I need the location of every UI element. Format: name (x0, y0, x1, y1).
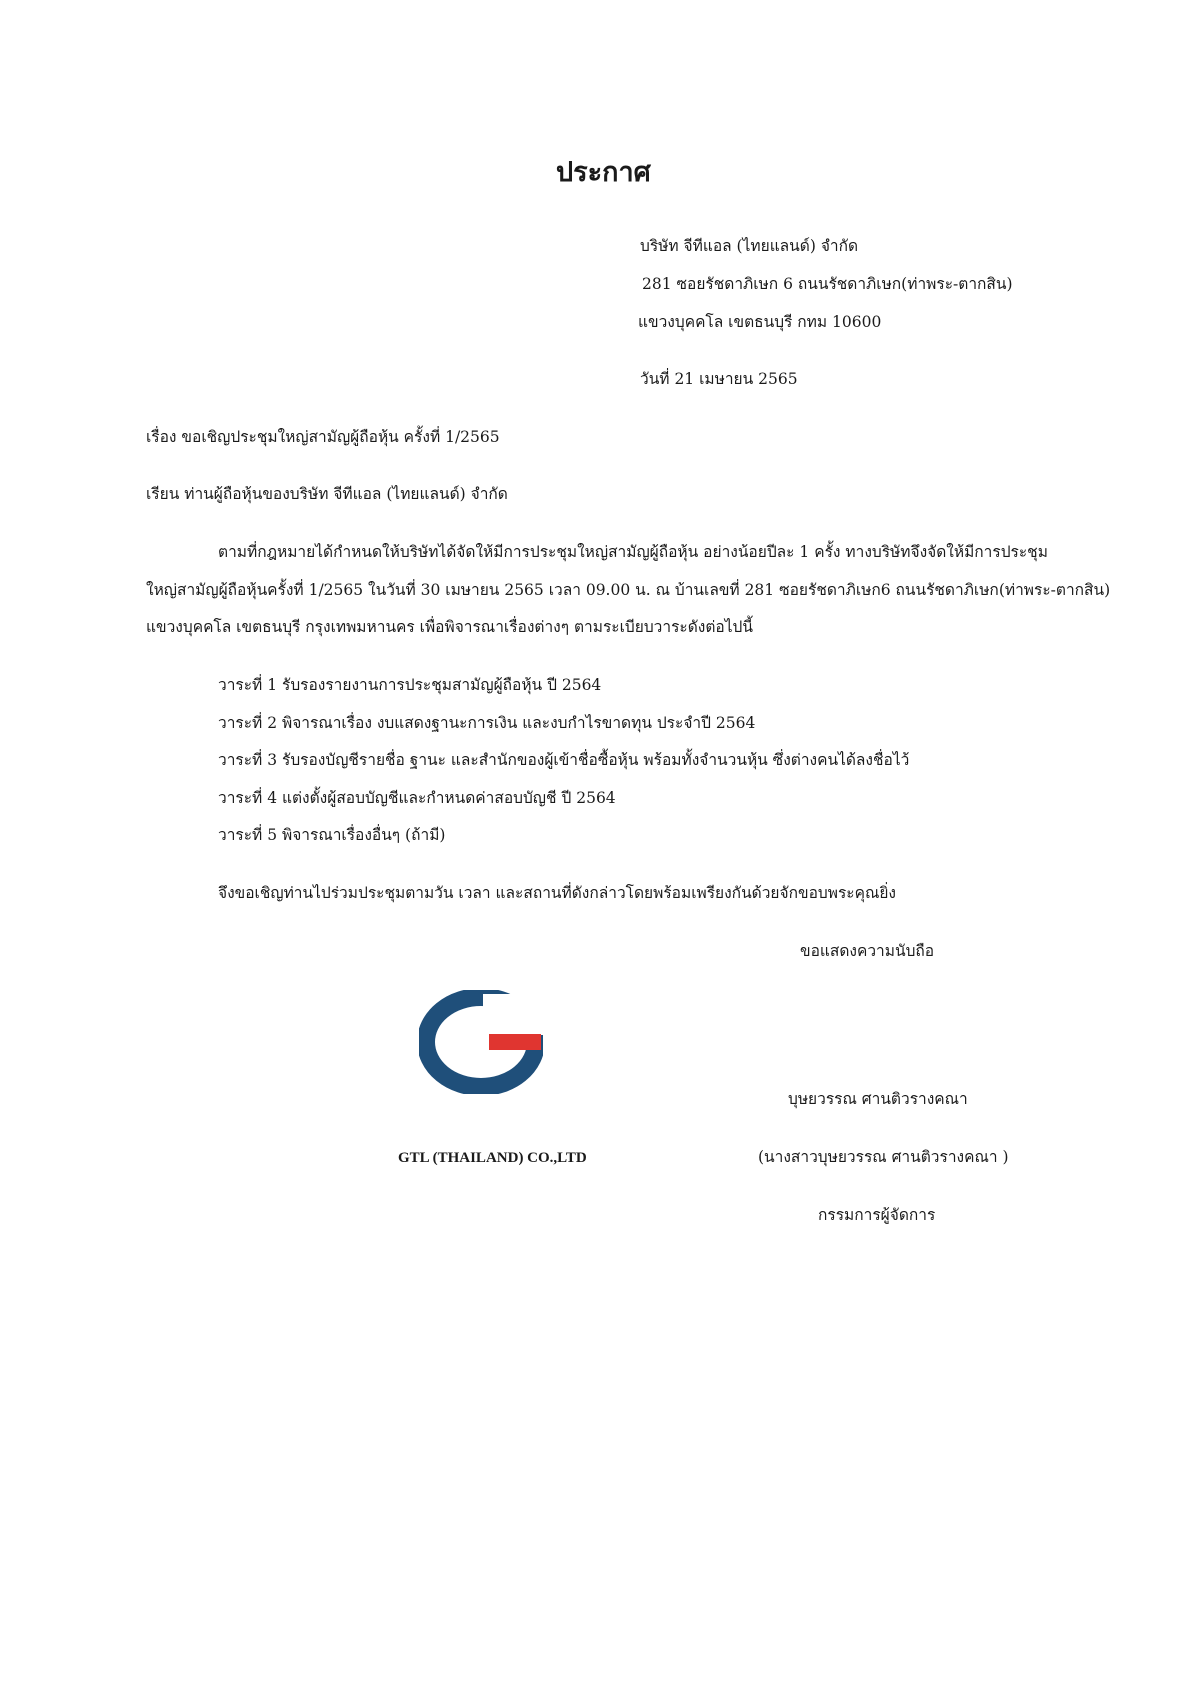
sender-address-line1: 281 ซอยรัชดาภิเษก 6 ถนนรัชดาภิเษก(ท่าพระ-ตากสิน) (642, 275, 1013, 293)
company-name-en: GTL (THAILAND) CO.,LTD (398, 1150, 587, 1166)
agenda-item: วาระที่ 3 รับรองบัญชีรายชื่อ ฐานะ และสำนักของผู้เข้าชื่อซื้อหุ้น พร้อมทั้งจำนวนหุ้น ซึ่งต่างคนได้ลงชื่อไว้ (218, 751, 910, 769)
printed-name: (นางสาวบุษยวรรณ ศานติวรางคณา ) (758, 1148, 1009, 1166)
sender-address-line2: แขวงบุคคโล เขตธนบุรี กทม 10600 (638, 313, 882, 331)
agenda-item: วาระที่ 1 รับรองรายงานการประชุมสามัญผู้ถือหุ้น ปี 2564 (218, 676, 602, 694)
body-line-3: แขวงบุคคโล เขตธนบุรี กรุงเทพมหานคร เพื่อพิจารณาเรื่องต่างๆ ตามระเบียบวาระดังต่อไปนี้ (146, 618, 753, 636)
agenda-item: วาระที่ 2 พิจารณาเรื่อง งบแสดงฐานะการเงิน และงบกำไรขาดทุน ประจำปี 2564 (218, 714, 756, 732)
letter-date: วันที่ 21 เมษายน 2565 (640, 370, 798, 388)
body-line-1: ตามที่กฎหมายได้กำหนดให้บริษัทได้จัดให้มีการประชุมใหญ่สามัญผู้ถือหุ้น อย่างน้อยปีละ 1 ครั้ง ทางบริษัทจึงจัดให้มีการประชุม (218, 543, 1048, 561)
page-title: ประกาศ (556, 157, 651, 188)
body-line-2: ใหญ่สามัญผู้ถือหุ้นครั้งที่ 1/2565 ในวันที่ 30 เมษายน 2565 เวลา 09.00 น. ณ บ้านเลขที่ 281 ซอยรัชดาภิเษก6 ถนนรัชดาภิเษก(ท่าพระ-ตากสิน) (146, 581, 1111, 599)
letter-subject: เรื่อง ขอเชิญประชุมใหญ่สามัญผู้ถือหุ้น ครั้งที่ 1/2565 (146, 428, 500, 446)
logo-gap (483, 994, 543, 1035)
closing-paragraph: จึงขอเชิญท่านไปร่วมประชุมตามวัน เวลา และสถานที่ดังกล่าวโดยพร้อมเพรียงกันด้วยจักขอบพระคุณยิ่ง (218, 884, 896, 902)
company-logo (419, 990, 543, 1094)
agenda-item: วาระที่ 4 แต่งตั้งผู้สอบบัญชีและกำหนดค่าสอบบัญชี ปี 2564 (218, 789, 616, 807)
letter-recipient: เรียน ท่านผู้ถือหุ้นของบริษัท จีทีแอล (ไทยแลนด์) จำกัด (146, 485, 508, 503)
agenda-item: วาระที่ 5 พิจารณาเรื่องอื่นๆ (ถ้ามี) (218, 826, 446, 844)
sender-company: บริษัท จีทีแอล (ไทยแลนด์) จำกัด (640, 237, 859, 255)
signer-position: กรรมการผู้จัดการ (818, 1206, 936, 1224)
signed-name: บุษยวรรณ ศานติวรางคณา (788, 1090, 968, 1108)
logo-bar (489, 1034, 541, 1050)
regards: ขอแสดงความนับถือ (800, 942, 935, 960)
